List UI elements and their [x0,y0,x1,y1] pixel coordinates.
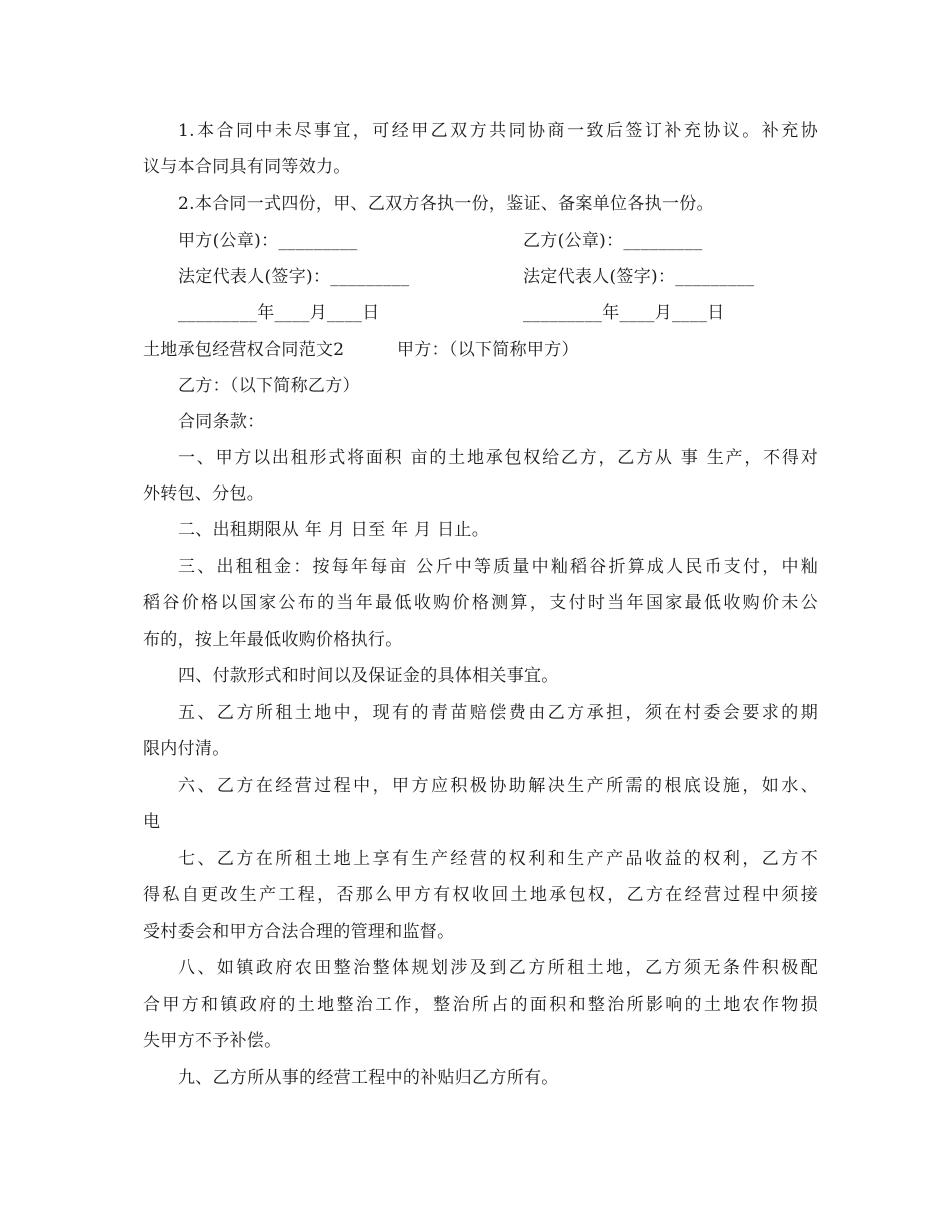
clause-copies: 2.本合同一式四份，甲、乙双方各执一份，鉴证、备案单位各执一份。 [178,194,714,214]
party-a-representative: 法定代表人(签字)：_________ [178,267,410,287]
body-line: 七、乙方在所租土地上享有生产经营的权利和生产产品收益的权利，乙方不 [178,849,818,869]
body-line: 外转包、分包。 [143,484,265,504]
body-line: 一、甲方以出租形式将面积 亩的土地承包权给乙方，乙方从 事 生产，不得对 [178,448,818,468]
body-line: 限内付清。 [143,739,230,759]
body-line: 二、出租期限从 年 月 日至 年 月 日止。 [178,520,490,540]
body-line: 受村委会和甲方合法合理的管理和监督。 [143,922,455,942]
body-line: 三、出租租金：按每年每亩 公斤中等质量中籼稻谷折算成人民币支付，中籼 [178,557,818,577]
party-b-representative: 法定代表人(签字)：_________ [523,267,755,287]
party-b-date: _________年____月____日 [523,303,725,323]
body-line: 得私自更改生产工程，否那么甲方有权收回土地承包权，乙方在经营过程中须接 [143,885,818,905]
party-a-definition: 甲方：（以下简称甲方） [397,340,579,360]
body-line: 八、如镇政府农田整治整体规划涉及到乙方所租土地，乙方须无条件积极配 [178,958,818,978]
body-line: 稻谷价格以国家公布的当年最低收购价格测算，支付时当年国家最低收购价未公 [143,593,818,613]
party-a-date: _________年____月____日 [178,303,380,323]
clause-supplement-line-2: 议与本合同具有同等效力。 [143,157,351,177]
body-line: 五、乙方所租土地中，现有的青苗赔偿费由乙方承担，须在村委会要求的期 [178,703,818,723]
body-line: 九、乙方所从事的经营工程中的补贴归乙方所有。 [178,1068,559,1088]
body-line: 六、乙方在经营过程中，甲方应积极协助解决生产所需的根底设施，如水、 [178,776,818,796]
body-line: 合甲方和镇政府的土地整治工作，整治所占的面积和整治所影响的土地农作物损 [143,995,818,1015]
body-line: 电 [143,812,161,832]
document-title: 土地承包经营权合同范文2 [143,340,345,360]
party-a-seal: 甲方(公章)：_________ [178,231,358,251]
body-line: 四、付款形式和时间以及保证金的具体相关事宜。 [178,666,559,686]
party-b-seal: 乙方(公章)：_________ [523,231,703,251]
terms-label: 合同条款： [178,412,265,432]
party-b-definition: 乙方：（以下简称乙方） [178,376,360,396]
body-line: 布的，按上年最低收购价格执行。 [143,630,403,650]
clause-supplement-line-1: 1.本合同中未尽事宜，可经甲乙双方共同协商一致后签订补充协议。补充协 [178,121,818,141]
body-line: 失甲方不予补偿。 [143,1031,282,1051]
